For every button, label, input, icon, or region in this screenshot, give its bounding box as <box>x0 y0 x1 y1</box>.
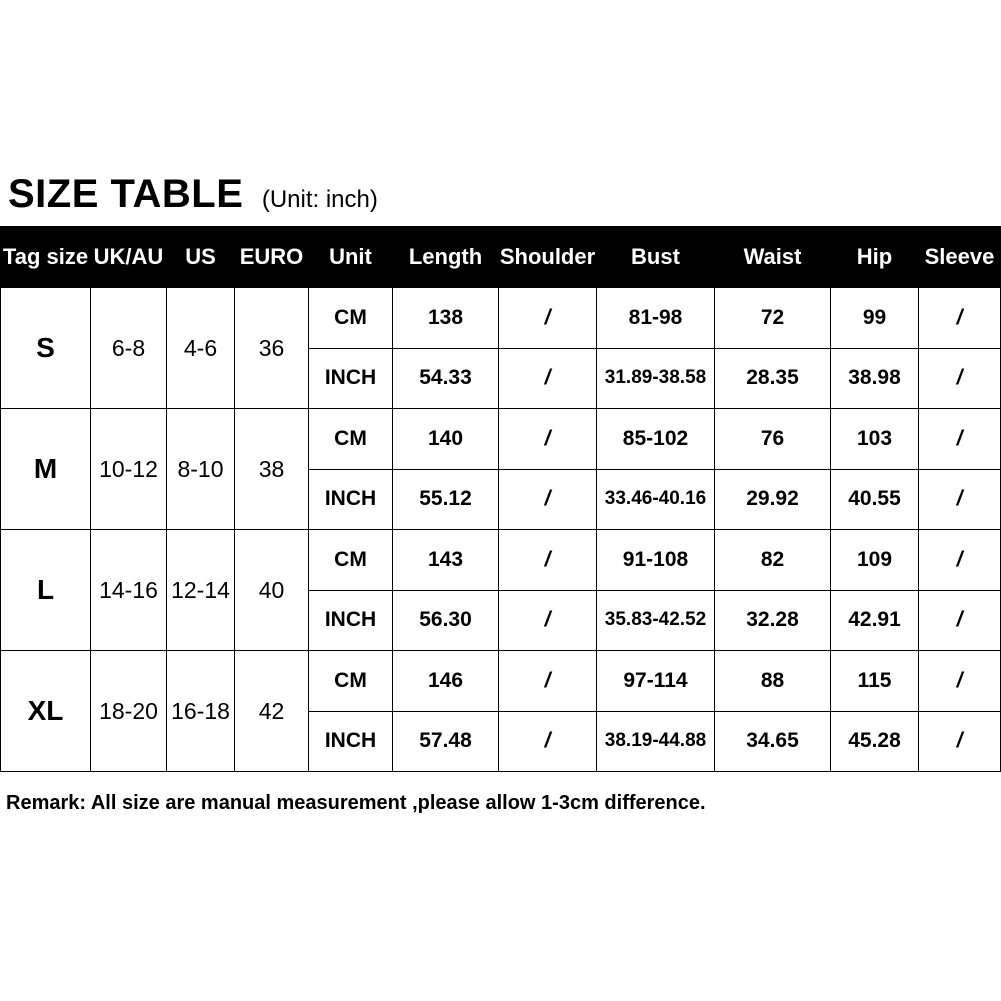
tag-size-cell: L <box>1 530 91 651</box>
unit-cell: CM <box>309 651 393 712</box>
us-cell: 16-18 <box>167 651 235 772</box>
shoulder-cell: / <box>499 288 597 349</box>
euro-cell: 36 <box>235 288 309 409</box>
hip-cell: 103 <box>831 409 919 470</box>
hip-cell: 109 <box>831 530 919 591</box>
hip-cell: 115 <box>831 651 919 712</box>
header-length: Length <box>393 227 499 288</box>
waist-cell: 29.92 <box>715 469 831 530</box>
header-euro: EURO <box>235 227 309 288</box>
hip-cell: 99 <box>831 288 919 349</box>
unit-cell: CM <box>309 288 393 349</box>
shoulder-cell: / <box>499 409 597 470</box>
shoulder-cell: / <box>499 348 597 409</box>
title-row <box>8 172 378 217</box>
hip-cell: 42.91 <box>831 590 919 651</box>
bust-cell: 81-98 <box>597 288 715 349</box>
table-row <box>1 409 1001 470</box>
length-cell: 146 <box>393 651 499 712</box>
length-cell: 57.48 <box>393 711 499 772</box>
euro-cell: 40 <box>235 530 309 651</box>
shoulder-cell: / <box>499 469 597 530</box>
bust-cell: 33.46-40.16 <box>597 469 715 530</box>
tag-size-cell: S <box>1 288 91 409</box>
header-us: US <box>167 227 235 288</box>
unit-cell: INCH <box>309 348 393 409</box>
shoulder-cell: / <box>499 590 597 651</box>
sleeve-cell: / <box>919 530 1001 591</box>
tag-size-cell: XL <box>1 651 91 772</box>
header-tag-size: Tag size <box>1 227 91 288</box>
bust-cell: 85-102 <box>597 409 715 470</box>
sleeve-cell: / <box>919 288 1001 349</box>
size-table <box>0 226 1001 772</box>
bust-cell: 97-114 <box>597 651 715 712</box>
waist-cell: 32.28 <box>715 590 831 651</box>
table-row <box>1 651 1001 712</box>
us-cell: 4-6 <box>167 288 235 409</box>
shoulder-cell: / <box>499 711 597 772</box>
bust-cell: 35.83-42.52 <box>597 590 715 651</box>
header-shoulder: Shoulder <box>499 227 597 288</box>
tag-size-cell: M <box>1 409 91 530</box>
unit-cell: INCH <box>309 590 393 651</box>
waist-cell: 88 <box>715 651 831 712</box>
length-cell: 56.30 <box>393 590 499 651</box>
length-cell: 55.12 <box>393 469 499 530</box>
unit-note: (Unit: inch) <box>261 186 378 213</box>
header-waist: Waist <box>715 227 831 288</box>
uk-au-cell: 10-12 <box>91 409 167 530</box>
unit-cell: CM <box>309 409 393 470</box>
waist-cell: 82 <box>715 530 831 591</box>
table-row <box>1 530 1001 591</box>
header-hip: Hip <box>831 227 919 288</box>
shoulder-cell: / <box>499 530 597 591</box>
bust-cell: 31.89-38.58 <box>597 348 715 409</box>
bust-cell: 91-108 <box>597 530 715 591</box>
unit-cell: INCH <box>309 711 393 772</box>
sleeve-cell: / <box>919 469 1001 530</box>
length-cell: 54.33 <box>393 348 499 409</box>
sleeve-cell: / <box>919 651 1001 712</box>
euro-cell: 38 <box>235 409 309 530</box>
shoulder-cell: / <box>499 651 597 712</box>
euro-cell: 42 <box>235 651 309 772</box>
header-unit: Unit <box>309 227 393 288</box>
bust-cell: 38.19-44.88 <box>597 711 715 772</box>
header-sleeve: Sleeve <box>919 227 1001 288</box>
length-cell: 138 <box>393 288 499 349</box>
header-uk-au: UK/AU <box>91 227 167 288</box>
sleeve-cell: / <box>919 409 1001 470</box>
length-cell: 143 <box>393 530 499 591</box>
hip-cell: 45.28 <box>831 711 919 772</box>
hip-cell: 40.55 <box>831 469 919 530</box>
waist-cell: 28.35 <box>715 348 831 409</box>
unit-cell: INCH <box>309 469 393 530</box>
unit-cell: CM <box>309 530 393 591</box>
uk-au-cell: 6-8 <box>91 288 167 409</box>
length-cell: 140 <box>393 409 499 470</box>
remark-note: Remark: All size are manual measurement ,please allow 1-3cm difference. <box>6 792 706 814</box>
header-bust: Bust <box>597 227 715 288</box>
uk-au-cell: 14-16 <box>91 530 167 651</box>
waist-cell: 34.65 <box>715 711 831 772</box>
us-cell: 12-14 <box>167 530 235 651</box>
waist-cell: 76 <box>715 409 831 470</box>
sleeve-cell: / <box>919 711 1001 772</box>
table-row <box>1 288 1001 349</box>
uk-au-cell: 18-20 <box>91 651 167 772</box>
page-title: SIZE TABLE <box>8 172 244 216</box>
hip-cell: 38.98 <box>831 348 919 409</box>
us-cell: 8-10 <box>167 409 235 530</box>
sleeve-cell: / <box>919 348 1001 409</box>
sleeve-cell: / <box>919 590 1001 651</box>
header-row <box>1 227 1001 288</box>
waist-cell: 72 <box>715 288 831 349</box>
